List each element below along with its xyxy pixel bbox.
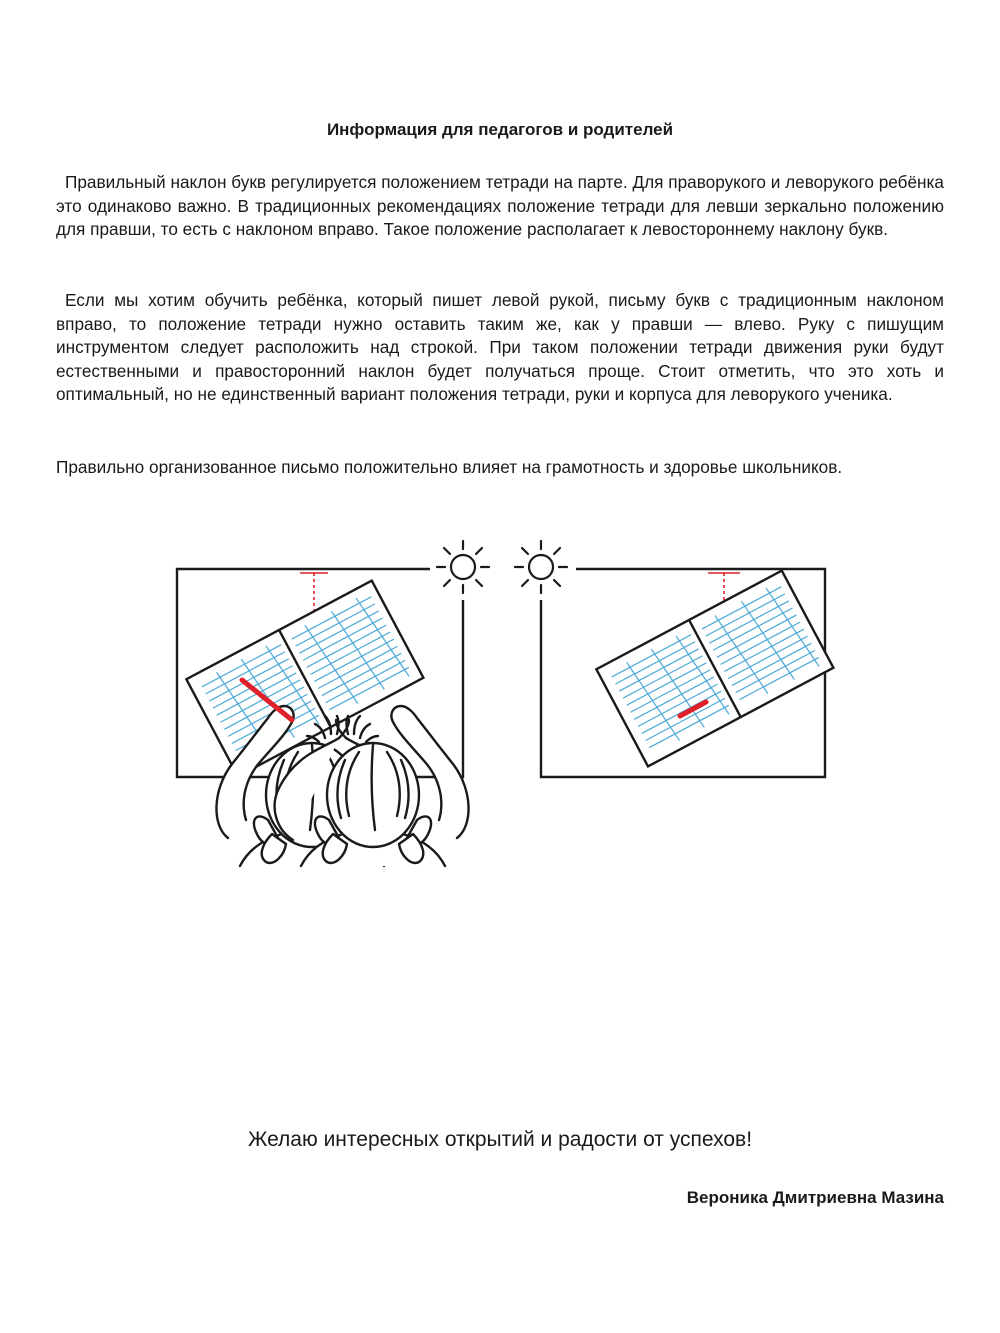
sun-icon [515,541,567,593]
paragraph-2: Если мы хотим обучить ребёнка, который пишет левой рукой, письму букв с традиционным наклоном вправо, то положение тетради нужно оставить таким же, как у правши — влево. Руку с пишущим инструментом следует расположить над строкой. При таком положении тетради движения руки будут естественными и правосторонний наклон будет получаться проще. Стоит отметить, что это хоть и оптимальный, но не единственный вариант положения тетради, руки и корпуса для леворукого ученика. [56,290,944,404]
sun-icon [437,541,489,593]
notebook-position-illustration [160,530,840,890]
paragraph-1: Правильный наклон букв регулируется положением тетради на парте. Для праворукого и леворукого ребёнка это одинаково важно. В традиционных рекомендациях положение тетради для левши зеркально положению для правши, то есть с наклоном вправо. Такое положение располагает к левостороннему наклону букв. [56,172,944,239]
paragraph-3: Правильно организованное письмо положительно влияет на грамотность и здоровье школьников. [56,457,843,477]
page-title: Информация для педагогов и родителей [326,120,674,139]
closing-wish: Желаю интересных открытий и радости от успехов! [247,1128,753,1151]
notebook-icon [596,571,833,767]
author-signature: Вероника Дмитриевна Мазина [686,1188,944,1207]
